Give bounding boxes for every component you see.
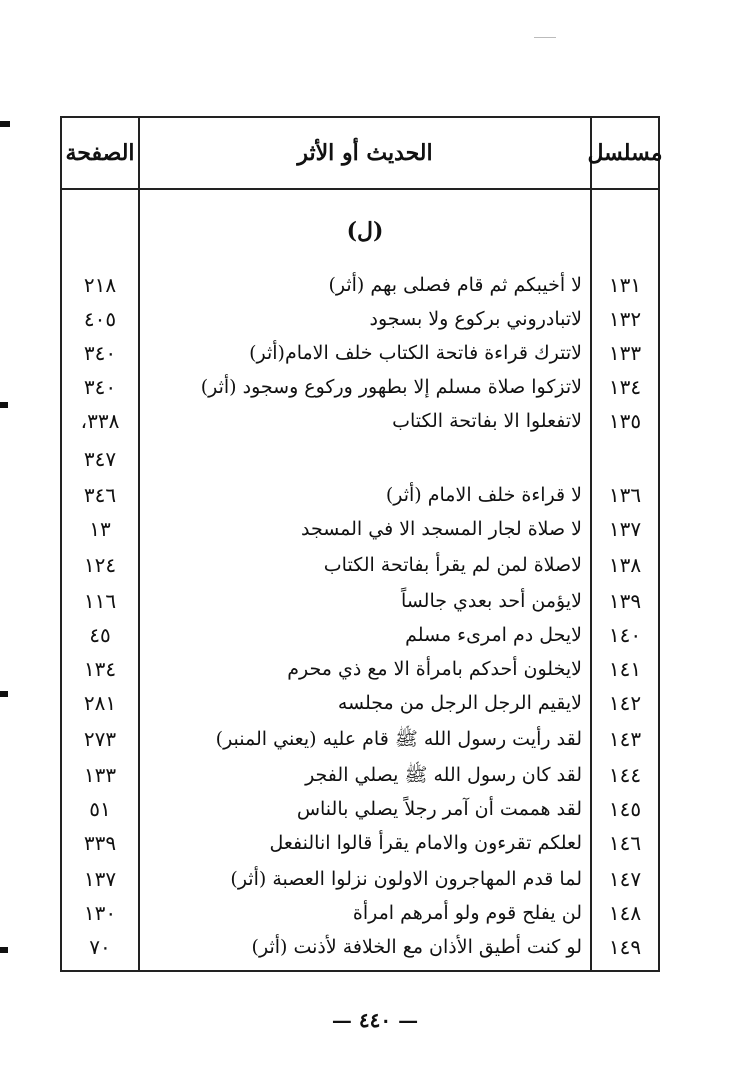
table-row (62, 652, 658, 686)
page-number: ٢٧٣ (83, 727, 117, 751)
page-number: ٤٥ (89, 623, 111, 647)
serial-number: ١٤٥ (608, 797, 642, 821)
hadith-text: لايحل دم امرىء مسلم (405, 624, 582, 646)
page-number: ١٣٤ (83, 657, 117, 681)
scan-mark (0, 691, 8, 697)
scan-mark (0, 121, 10, 127)
table-row (62, 512, 658, 546)
hadith-text: لاتترك قراءة فاتحة الكتاب خلف الامام(أثر) (249, 342, 582, 364)
serial-number: ١٤٢ (608, 691, 642, 715)
table-row (62, 302, 658, 336)
hadith-text: لاصلاة لمن لم يقرأ بفاتحة الكتاب (323, 554, 582, 576)
page-number: ٤٠٥ (83, 307, 117, 331)
page-number: ١٣ (89, 517, 111, 541)
serial-number: ١٤٩ (608, 935, 642, 959)
table-row (62, 792, 658, 826)
hadith-text: لا صلاة لجار المسجد الا في المسجد (300, 518, 582, 540)
page-number: ١١٦ (83, 589, 117, 613)
page-number: ١٣٣ (83, 763, 117, 787)
table-row (62, 404, 658, 438)
hadith-index-table (60, 116, 663, 972)
table-row (62, 930, 658, 964)
page-number: ٣٤٦ (83, 483, 117, 507)
hadith-text: لايؤمن أحد بعدي جالساً (400, 590, 582, 612)
page-number: ٣٣٩ (83, 831, 117, 855)
hadith-text: لن يفلح قوم ولو أمرهم امرأة (352, 902, 582, 924)
serial-number: ١٣٦ (608, 483, 642, 507)
serial-number: ١٣٣ (608, 341, 642, 365)
table-row (62, 896, 658, 930)
hadith-text: لاتزكوا صلاة مسلم إلا بطهور وركوع وسجود (أثر) (200, 376, 582, 398)
serial-number: ١٤٤ (608, 763, 642, 787)
hadith-text: لقد هممت أن آمر رجلاً يصلي بالناس (296, 798, 582, 820)
page-number: ٣٤٧ (83, 447, 117, 471)
hadith-text: لايخلون أحدكم بامرأة الا مع ذي محرم (287, 658, 582, 680)
table-row (62, 758, 658, 792)
page-number: ٢١٨ (83, 273, 117, 297)
table-row (62, 618, 658, 652)
scan-mark (534, 37, 556, 38)
serial-number: ١٤١ (608, 657, 642, 681)
serial-number: ١٣٧ (608, 517, 642, 541)
page-number: ١٣٠ (83, 901, 117, 925)
hadith-text: لو كنت أطيق الأذان مع الخلافة لأذنت (أثر) (251, 936, 582, 958)
hadith-text: لقد رأيت رسول الله ﷺ قام عليه (يعني المنبر) (215, 728, 582, 750)
scan-mark (0, 947, 8, 953)
page-footer-number: — ٤٤٠ — (331, 1008, 419, 1032)
hadith-text: لا قراءة خلف الامام (أثر) (385, 484, 582, 506)
hadith-text: لعلكم تقرءون والامام يقرأ قالوا انالنفعل (269, 832, 582, 854)
table-row (62, 478, 658, 512)
table-row (62, 268, 658, 302)
hadith-text: لا أخيبكم ثم قام فصلى بهم (أثر) (328, 274, 582, 296)
header-text-column: الحديث أو الأثر (297, 140, 433, 166)
serial-number: ١٣٥ (608, 409, 642, 433)
page-number: ٣٤٠ (83, 375, 117, 399)
header-serial-column: مسلسل (587, 140, 663, 166)
table-row (62, 722, 658, 756)
hadith-text: لايقيم الرجل الرجل من مجلسه (337, 692, 582, 714)
table-row (62, 584, 658, 618)
page-number: ٥١ (89, 797, 111, 821)
serial-number: ١٤٧ (608, 867, 642, 891)
table-row (62, 826, 658, 860)
page-number: ٢٨١ (83, 691, 117, 715)
table-row (62, 442, 658, 476)
page-number: ٣٤٠ (83, 341, 117, 365)
table-row (62, 548, 658, 582)
serial-number: ١٤٠ (608, 623, 642, 647)
page-number: ١٢٤ (83, 553, 117, 577)
scan-mark (0, 402, 8, 408)
page-number: ٧٠ (89, 935, 111, 959)
hadith-text: لما قدم المهاجرون الاولون نزلوا العصبة (أثر) (230, 868, 582, 890)
section-letter-heading: (ل) (346, 218, 384, 244)
serial-number: ١٣٢ (608, 307, 642, 331)
serial-number: ١٣١ (608, 273, 642, 297)
serial-number: ١٣٨ (608, 553, 642, 577)
page-number: ١٣٧ (83, 867, 117, 891)
serial-number: ١٤٦ (608, 831, 642, 855)
page-number: ٣٣٨، (80, 409, 120, 433)
serial-number: ١٣٤ (608, 375, 642, 399)
header-divider (62, 188, 658, 190)
table-row (62, 686, 658, 720)
hadith-text: لاتبادروني بركوع ولا بسجود (369, 308, 582, 330)
table-row (62, 862, 658, 896)
header-page-column: الصفحة (65, 140, 135, 166)
hadith-text: لقد كان رسول الله ﷺ يصلي الفجر (305, 764, 582, 786)
hadith-text: لاتفعلوا الا بفاتحة الكتاب (392, 410, 582, 432)
serial-number: ١٤٨ (608, 901, 642, 925)
serial-number: ١٣٩ (608, 589, 642, 613)
table-row (62, 336, 658, 370)
serial-number: ١٤٣ (608, 727, 642, 751)
table-row (62, 370, 658, 404)
